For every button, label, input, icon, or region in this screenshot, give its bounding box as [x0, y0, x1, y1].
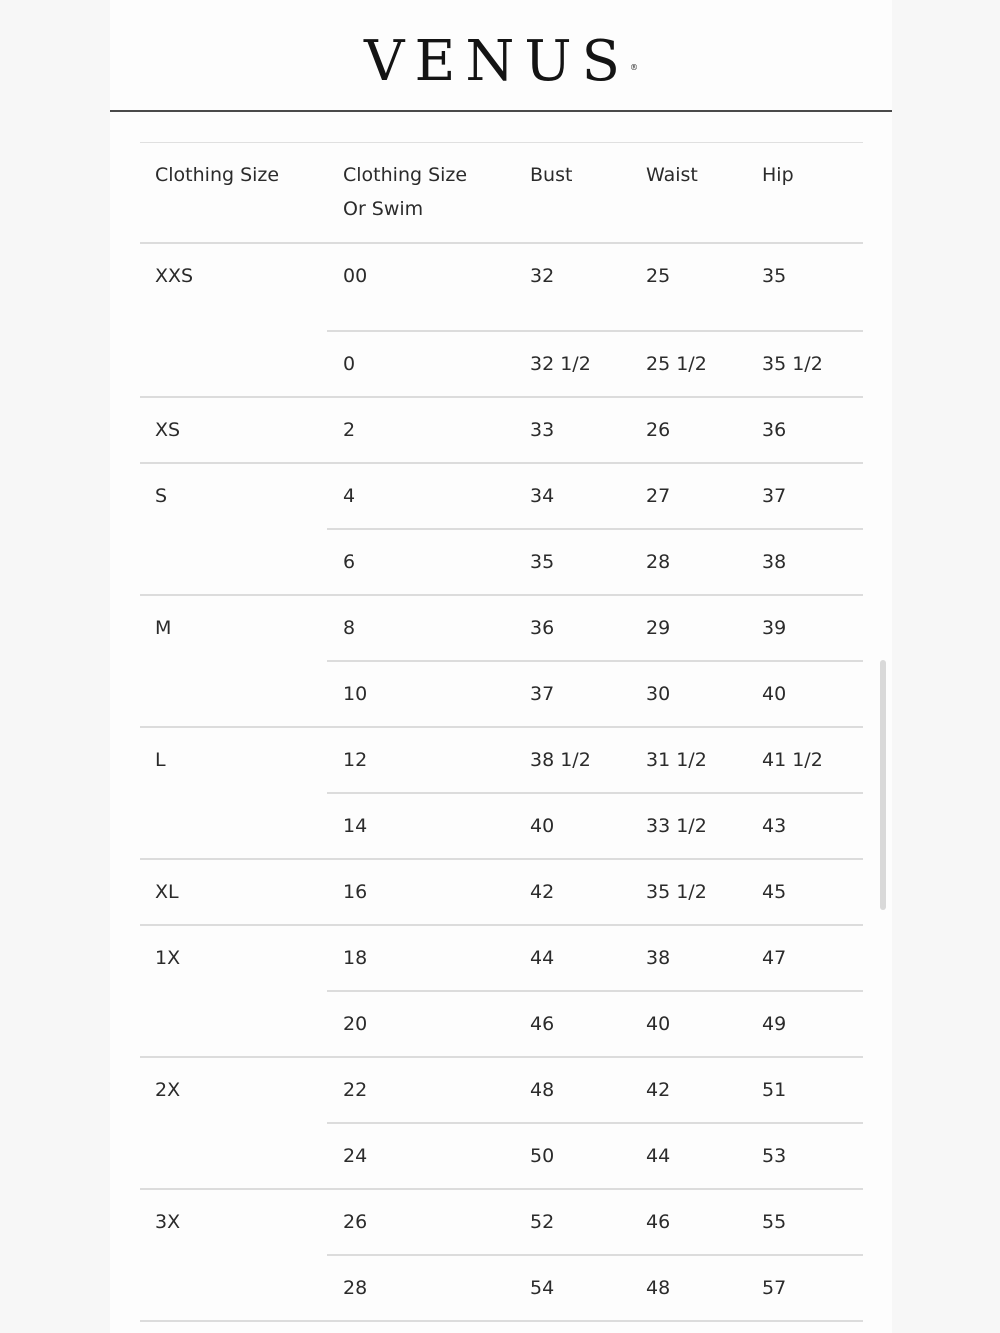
waist-value: 25 1/2 [646, 353, 707, 375]
size-group [140, 1190, 863, 1322]
size-group [140, 464, 863, 596]
size-number: 28 [343, 1277, 368, 1299]
table-row [327, 1256, 863, 1320]
bust-value: 54 [530, 1277, 555, 1299]
bust-value: 40 [530, 815, 555, 837]
hip-value: 37 [762, 485, 787, 507]
waist-value: 48 [646, 1277, 671, 1299]
table-row [327, 398, 863, 462]
waist-value: 42 [646, 1079, 671, 1101]
waist-value: 44 [646, 1145, 671, 1167]
table-row [327, 244, 863, 332]
hip-value: 40 [762, 683, 787, 705]
header-line-2: Or Swim [343, 198, 424, 220]
size-number: 0 [343, 353, 356, 375]
bust-value: 44 [530, 947, 555, 969]
header-clothing-size-or-swim [343, 158, 467, 226]
size-label: 1X [155, 947, 181, 969]
table-row [327, 596, 863, 662]
size-number: 10 [343, 683, 368, 705]
scrollbar[interactable] [880, 660, 886, 910]
size-label: S [155, 485, 168, 507]
bust-value: 38 1/2 [530, 749, 591, 771]
size-group [140, 728, 863, 860]
bust-value: 52 [530, 1211, 555, 1233]
size-number: 22 [343, 1079, 368, 1101]
waist-value: 40 [646, 1013, 671, 1035]
size-number: 18 [343, 947, 368, 969]
bust-value: 50 [530, 1145, 555, 1167]
hip-value: 39 [762, 617, 787, 639]
table-row [327, 1124, 863, 1188]
size-label: 2X [155, 1079, 181, 1101]
size-group [140, 398, 863, 464]
bust-value: 46 [530, 1013, 555, 1035]
hip-value: 36 [762, 419, 787, 441]
table-row [327, 728, 863, 794]
bust-value: 35 [530, 551, 555, 573]
table-row [327, 332, 863, 396]
waist-value: 30 [646, 683, 671, 705]
size-number: 24 [343, 1145, 368, 1167]
bust-value: 48 [530, 1079, 555, 1101]
size-label: XS [155, 419, 181, 441]
brand-logo [110, 30, 892, 94]
table-body [140, 244, 863, 1322]
size-number: 8 [343, 617, 356, 639]
hip-value: 38 [762, 551, 787, 573]
table-row [327, 992, 863, 1056]
size-group [140, 926, 863, 1058]
table-row [327, 926, 863, 992]
hip-value: 49 [762, 1013, 787, 1035]
table-row [327, 1058, 863, 1124]
waist-value: 33 1/2 [646, 815, 707, 837]
table-row [327, 860, 863, 924]
hip-value: 45 [762, 881, 787, 903]
size-label: XXS [155, 265, 194, 287]
table-row [327, 1190, 863, 1256]
size-number: 20 [343, 1013, 368, 1035]
size-number: 16 [343, 881, 368, 903]
size-number: 12 [343, 749, 368, 771]
table-header [140, 143, 863, 244]
hip-value: 41 1/2 [762, 749, 823, 771]
header-waist: Waist [646, 164, 698, 186]
size-group [140, 244, 863, 398]
table-row [327, 530, 863, 594]
waist-value: 38 [646, 947, 671, 969]
size-number: 26 [343, 1211, 368, 1233]
size-label: M [155, 617, 172, 639]
hip-value: 53 [762, 1145, 787, 1167]
size-number: 4 [343, 485, 356, 507]
hip-value: 57 [762, 1277, 787, 1299]
waist-value: 28 [646, 551, 671, 573]
table-row [327, 662, 863, 726]
size-label: XL [155, 881, 179, 903]
bust-value: 32 1/2 [530, 353, 591, 375]
registered-mark: ® [629, 63, 638, 72]
size-label: 3X [155, 1211, 181, 1233]
size-group [140, 1058, 863, 1190]
hip-value: 35 [762, 265, 787, 287]
bust-value: 32 [530, 265, 555, 287]
hip-value: 35 1/2 [762, 353, 823, 375]
waist-value: 31 1/2 [646, 749, 707, 771]
header-hip: Hip [762, 164, 794, 186]
bust-value: 42 [530, 881, 555, 903]
table-row [327, 464, 863, 530]
header-line-1: Clothing Size [343, 164, 468, 186]
size-number: 00 [343, 265, 368, 287]
size-group [140, 596, 863, 728]
size-group [140, 860, 863, 926]
header-divider [110, 110, 892, 112]
waist-value: 25 [646, 265, 671, 287]
size-number: 14 [343, 815, 368, 837]
hip-value: 51 [762, 1079, 787, 1101]
waist-value: 46 [646, 1211, 671, 1233]
size-number: 6 [343, 551, 356, 573]
waist-value: 27 [646, 485, 671, 507]
waist-value: 35 1/2 [646, 881, 707, 903]
brand-name: VENUS [364, 29, 630, 94]
size-chart-table [140, 142, 863, 1322]
hip-value: 43 [762, 815, 787, 837]
size-number: 2 [343, 419, 356, 441]
size-label: L [155, 749, 166, 771]
bust-value: 34 [530, 485, 555, 507]
hip-value: 47 [762, 947, 787, 969]
table-row [327, 794, 863, 858]
hip-value: 55 [762, 1211, 787, 1233]
bust-value: 33 [530, 419, 555, 441]
header-bust: Bust [530, 164, 573, 186]
waist-value: 29 [646, 617, 671, 639]
waist-value: 26 [646, 419, 671, 441]
bust-value: 36 [530, 617, 555, 639]
header-clothing-size: Clothing Size [155, 164, 280, 186]
bust-value: 37 [530, 683, 555, 705]
